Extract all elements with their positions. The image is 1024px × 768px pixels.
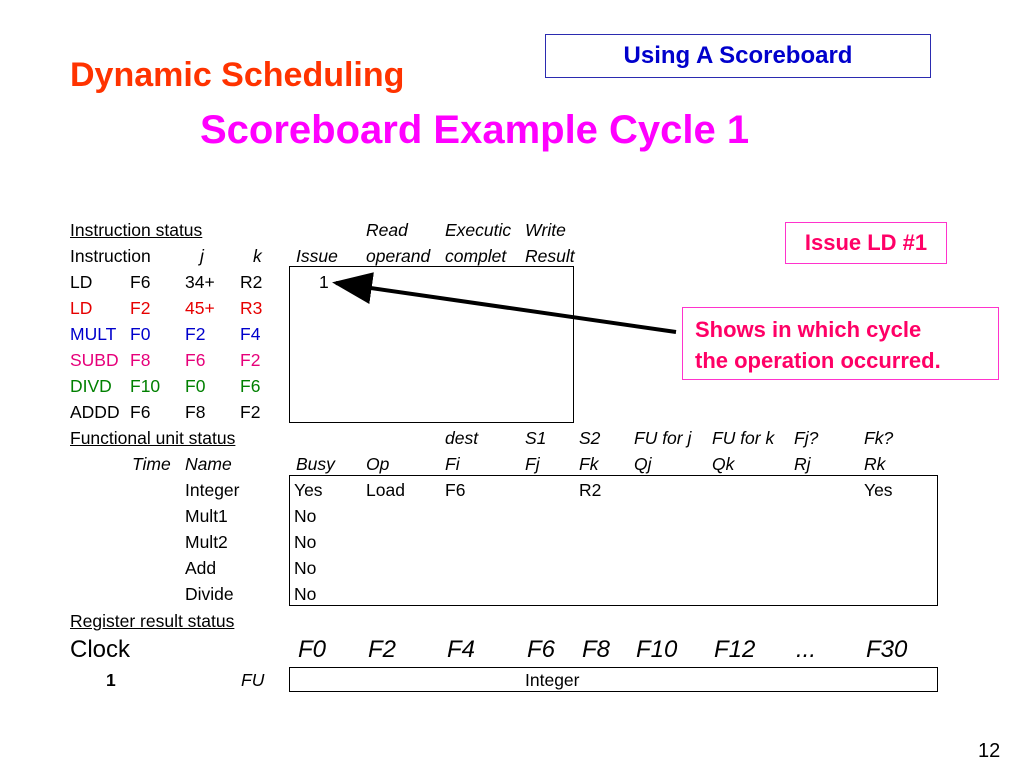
fu-head-fuk: FU for k bbox=[712, 428, 775, 448]
fu-head-op: Op bbox=[366, 454, 390, 474]
fu-cell-name: Integer bbox=[185, 480, 240, 500]
fu-cell-name: Divide bbox=[185, 584, 234, 604]
issue-callout-text: Issue LD #1 bbox=[804, 230, 928, 255]
instruction-dest: F8 bbox=[130, 350, 151, 370]
instruction-dest: F10 bbox=[130, 376, 161, 396]
head-instruction: Instruction bbox=[70, 246, 151, 266]
note-line-2: the operation occurred. bbox=[695, 348, 941, 373]
instruction-issue-cycle: 1 bbox=[319, 272, 329, 292]
fu-head-qk: Qk bbox=[712, 454, 735, 474]
register-header: F2 bbox=[368, 636, 397, 663]
register-header: F6 bbox=[527, 636, 556, 663]
fu-head-busy: Busy bbox=[296, 454, 335, 474]
head-exec-top: Executic bbox=[445, 220, 512, 240]
instruction-k: R3 bbox=[240, 298, 263, 318]
instruction-j: 34+ bbox=[185, 272, 215, 292]
head-write-top: Write bbox=[525, 220, 566, 240]
instruction-k: F6 bbox=[240, 376, 261, 396]
head-j: j bbox=[200, 246, 204, 266]
instruction-k: R2 bbox=[240, 272, 263, 292]
instruction-dest: F2 bbox=[130, 298, 151, 318]
fu-head-fuj: FU for j bbox=[634, 428, 692, 448]
fu-head-fk: Fk? bbox=[864, 428, 894, 448]
instruction-k: F2 bbox=[240, 350, 261, 370]
fu-head-fk2: Fk bbox=[579, 454, 599, 474]
register-header: F4 bbox=[447, 636, 476, 663]
instruction-dest: F0 bbox=[130, 324, 151, 344]
instruction-j: F0 bbox=[185, 376, 206, 396]
fu-cell-fi: F6 bbox=[445, 480, 466, 500]
instruction-j: F2 bbox=[185, 324, 206, 344]
instruction-op: LD bbox=[70, 298, 93, 318]
register-header: ... bbox=[796, 636, 817, 663]
head-k: k bbox=[253, 246, 262, 266]
head-read-top: Read bbox=[366, 220, 408, 240]
slide-subtitle: Scoreboard Example Cycle 1 bbox=[200, 108, 750, 152]
fu-cell-busy: No bbox=[294, 506, 317, 526]
fu-head-dest: dest bbox=[445, 428, 479, 448]
fu-head-name: Name bbox=[185, 454, 232, 474]
head-exec: complet bbox=[445, 246, 507, 266]
instruction-k: F2 bbox=[240, 402, 261, 422]
fu-cell-fk: R2 bbox=[579, 480, 602, 500]
fu-head-time: Time bbox=[132, 454, 171, 474]
fu-head-s2: S2 bbox=[579, 428, 601, 448]
instruction-op: SUBD bbox=[70, 350, 119, 370]
register-header: F8 bbox=[582, 636, 611, 663]
fu-cell-busy: No bbox=[294, 558, 317, 578]
topic-badge-label: Using A Scoreboard bbox=[623, 42, 853, 69]
instruction-j: F8 bbox=[185, 402, 206, 422]
register-fu-box bbox=[289, 667, 938, 692]
fu-head-qj: Qj bbox=[634, 454, 652, 474]
fu-cell-rk: Yes bbox=[864, 480, 893, 500]
fu-cell-name: Mult2 bbox=[185, 532, 228, 552]
slide-title: Dynamic Scheduling bbox=[70, 56, 405, 94]
fu-cell-busy: No bbox=[294, 584, 317, 604]
register-fu-value: Integer bbox=[525, 670, 580, 690]
fu-cell-op: Load bbox=[366, 480, 405, 500]
fu-head-fj2: Fj bbox=[525, 454, 540, 474]
instruction-op: ADDD bbox=[70, 402, 120, 422]
instruction-dest: F6 bbox=[130, 272, 151, 292]
fu-row-label: FU bbox=[241, 670, 265, 690]
fu-status-label: Functional unit status bbox=[70, 428, 236, 448]
instruction-status-box bbox=[289, 266, 574, 423]
instruction-j: 45+ bbox=[185, 298, 215, 318]
fu-head-s1: S1 bbox=[525, 428, 547, 448]
head-write: Result bbox=[525, 246, 575, 266]
register-header: F12 bbox=[714, 636, 756, 663]
note-line-1: Shows in which cycle bbox=[695, 317, 922, 342]
register-header: F30 bbox=[866, 636, 908, 663]
instruction-dest: F6 bbox=[130, 402, 151, 422]
fu-head-fi: Fi bbox=[445, 454, 460, 474]
instruction-j: F6 bbox=[185, 350, 206, 370]
fu-cell-name: Add bbox=[185, 558, 217, 578]
page-number: 12 bbox=[978, 740, 1001, 762]
instruction-status-label: Instruction status bbox=[70, 220, 203, 240]
clock-label: Clock bbox=[70, 636, 131, 663]
fu-head-rk: Rk bbox=[864, 454, 886, 474]
instruction-op: LD bbox=[70, 272, 93, 292]
instruction-k: F4 bbox=[240, 324, 261, 344]
fu-head-fj: Fj? bbox=[794, 428, 819, 448]
head-issue: Issue bbox=[296, 246, 338, 266]
instruction-op: MULT bbox=[70, 324, 117, 344]
fu-cell-busy: Yes bbox=[294, 480, 323, 500]
register-header: F10 bbox=[636, 636, 678, 663]
register-status-label: Register result status bbox=[70, 611, 235, 631]
fu-cell-busy: No bbox=[294, 532, 317, 552]
fu-head-rj: Rj bbox=[794, 454, 811, 474]
head-read: operand bbox=[366, 246, 431, 266]
register-header: F0 bbox=[298, 636, 327, 663]
clock-value: 1 bbox=[106, 670, 116, 690]
instruction-op: DIVD bbox=[70, 376, 112, 396]
fu-cell-name: Mult1 bbox=[185, 506, 228, 526]
